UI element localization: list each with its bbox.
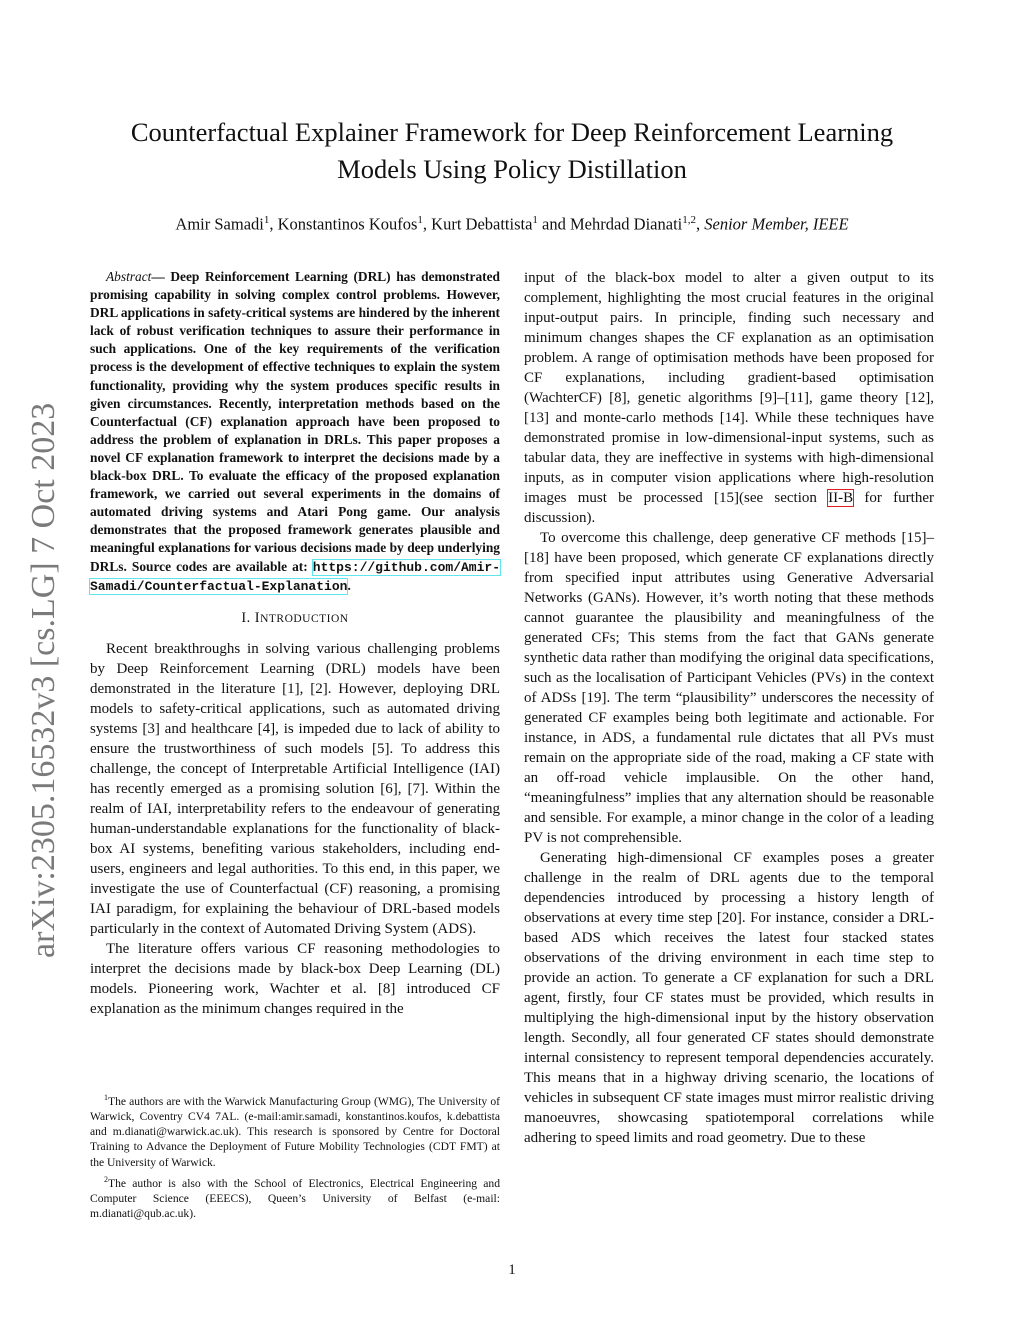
abstract-label: Abstract — [106, 269, 152, 284]
author-1: Amir Samadi — [175, 214, 264, 234]
right-paragraph-2: To overcome this challenge, deep generative CF methods [15]–[18] have been proposed, which generate CF explanations directly from specified input attributes using Generative Adversarial Networks (GANs). However, it’s worth noting that these methods cannot guarantee the plausibility and meaningfulness of the generated CFs; This stems from the fact that GANs generate synthetic data rather than modifying the original data specifications, such as the localisation of Participant Vehicles (PVs) in the context of ADSs [19]. The term “plausibility” underscores the necessity of generated CF examples being both legitimate and actionable. For instance, in ADS, a fundamental rule dictates that all PVs must remain on the appropriate side of the road, making a CF state with an off-road vehicle implausible. On the other hand, “meaningfulness” implies that any alternation should be reasonable and sensible. For example, a minor change in the color of a leading PV is not comprehensible. — [524, 530, 934, 846]
footnote-1 — [90, 1090, 500, 1170]
footnote-mark: 2 — [104, 1174, 108, 1184]
abstract-text: — Deep Reinforcement Learning (DRL) has demonstrated promising capability in solving complex control problems. However, DRL applications in safety-critical systems are hindered by the inherent lack of robust verification techniques to assure their performance in such applications. One of the key requirements of the verification process is the development of effective techniques to explain the system functionality, providing why the system produces specific results in given circumstances. Recently, interpretation methods based on the Counterfactual (CF) explanation approach have been proposed to address the problem of explanation in DRLs. This paper proposes a novel CF explanation framework to interpret the decisions made by a black-box DRL. To evaluate the efficacy of the proposed explanation framework, we carried out several experiments in the domains of automated driving systems and Atari Pong game. Our analysis demonstrates that the proposed framework generates plausible and meaningful explanations for various decisions made by deep underlying DRLs. Source codes are available at: — [90, 269, 500, 574]
section-title-rest: NTRODUCTION — [260, 612, 349, 625]
ieee-membership: Senior Member, IEEE — [704, 214, 849, 234]
footnote-2-text: The author is also with the School of Electronics, Electrical Engineering and Computer Science (EEECS), Queen’s University of Belfast (e-mail: m.dianati@qub.ac.uk). — [90, 1176, 500, 1221]
section-ref-link[interactable]: II-B — [828, 490, 854, 506]
section-number: I. — [241, 609, 251, 626]
author-2: , Konstantinos Koufos — [269, 214, 418, 234]
author-4: and Mehrdad Dianati — [537, 214, 683, 234]
author-3: , Kurt Debattista — [422, 214, 533, 234]
left-column — [90, 268, 500, 1019]
section-title-first: I — [254, 609, 261, 626]
intro-paragraph-1: Recent breakthroughs in solving various challenging problems by Deep Reinforcement Learning (DRL) models have been demonstrated in the literature [1], [2]. However, deploying DRL models to safety-critical applications, such as automated driving systems [3] and healthcare [4], is impeded due to lack of ability to ensure the trustworthiness of such models [5]. To address this challenge, the concept of Interpretable Artificial Intelligence (IAI) has recently emerged as a promising solution [6], [7]. Within the realm of IAI, interpretability refers to the endeavour of generating human-understandable explanations for the functionality of black-box AI systems, benefiting various stakeholders, including end-users, engineers and legal authorities. To this end, in this paper, we investigate the use of Counterfactual (CF) reasoning, a promising IAI paradigm, for explaining the behaviour of DRL-based models particularly in the context of Automated Driving System (ADS). — [90, 640, 500, 937]
footnote-1-text: The authors are with the Warwick Manufacturing Group (WMG), The University of Warwick, Coventry CV4 7AL. (e-mail:amir.samadi, konstantinos.koufos, k.debattista and m.dianati@warwick.ac.uk). This research is sponsored by Centre for Doctoral Training to Advance the Deployment of Future Mobility Technologies (CDT FMT) at the University of Warwick. — [90, 1094, 500, 1169]
paper-title: Counterfactual Explainer Framework for Deep Reinforcement Learning Models Using Policy Distillation — [130, 117, 894, 184]
footnotes — [90, 1090, 500, 1221]
author-list: Amir Samadi$^1$, Konstantinos Koufos$^1$, Kurt Debattista$^1$ and Mehrdad Dianati$^{1,2}$, Senior Member, IEEE — [175, 214, 849, 234]
abstract-end: . — [347, 577, 351, 593]
arxiv-stamp — [10, 360, 70, 960]
right-column — [524, 268, 934, 1148]
right-paragraph-3: Generating high-dimensional CF examples poses a greater challenge in the realm of DRL agents due to the temporal dependencies introduced by processing a history length of observations at every time step [20]. For instance, consider a DRL-based ADS which receives the latest four stacked states observations of the driving environment in each time step to provide an action. To generate a CF explanation for such a DRL agent, firstly, four CF states must be provided, which results in multiplying the high-dimensional input by the history observation length. Secondly, all four generated CF states should demonstrate internal consistency to represent temporal dependencies accurately. This means that in a highway driving scenario, the locations of vehicles in subsequent CF state images must mirror realistic driving manoeuvres, showcasing spatiotemporal correlations while adhering to speed limits and road geometry. Due to these — [524, 850, 934, 1146]
affil-mark: 1,2 — [682, 214, 696, 226]
affil-mark: 1 — [417, 214, 423, 226]
section-heading-introduction — [90, 610, 500, 627]
footnote-mark: 1 — [104, 1093, 108, 1102]
intro-paragraph-2: The literature offers various CF reasoning methodologies to interpret the decisions made by black-box Deep Learning (DL) models. Pioneering work, Wachter et al. [8] introduced CF explanation as the minimum changes required in the — [90, 940, 500, 1017]
page-number: 1 — [508, 1262, 516, 1278]
source-code-link[interactable]: https://github.com/Amir-Samadi/Counterfactual-Explanation — [90, 559, 500, 594]
right-paragraph-1-end: for further discussion). — [524, 490, 934, 526]
right-paragraph-1-text: input of the black-box model to alter a given output to its complement, highlighting the most crucial features in the original input-output pairs. In principle, finding such necessary and minimum changes shapes the CF explanation as an optimisation problem. A range of optimisation methods have been proposed for CF explanations, including gradient-based optimisation (WachterCF) [8], genetic algorithms [9]–[11], game theory [12], [13] and monte-carlo methods [14]. While these techniques have demonstrated promise in low-dimensional-input systems, such as tabular data, they are ineffective in systems with high-dimensional inputs, as in computer vision applications where high-resolution images must be processed [15](see section — [524, 270, 934, 506]
affil-mark: 1 — [532, 214, 538, 226]
right-paragraph-1 — [524, 268, 934, 528]
affil-mark: 1 — [263, 214, 270, 226]
abstract — [90, 268, 500, 596]
arxiv-id: arXiv:2305.16532v3 [cs.LG] 7 Oct 2023 — [25, 402, 62, 958]
footnote-2 — [90, 1172, 500, 1221]
